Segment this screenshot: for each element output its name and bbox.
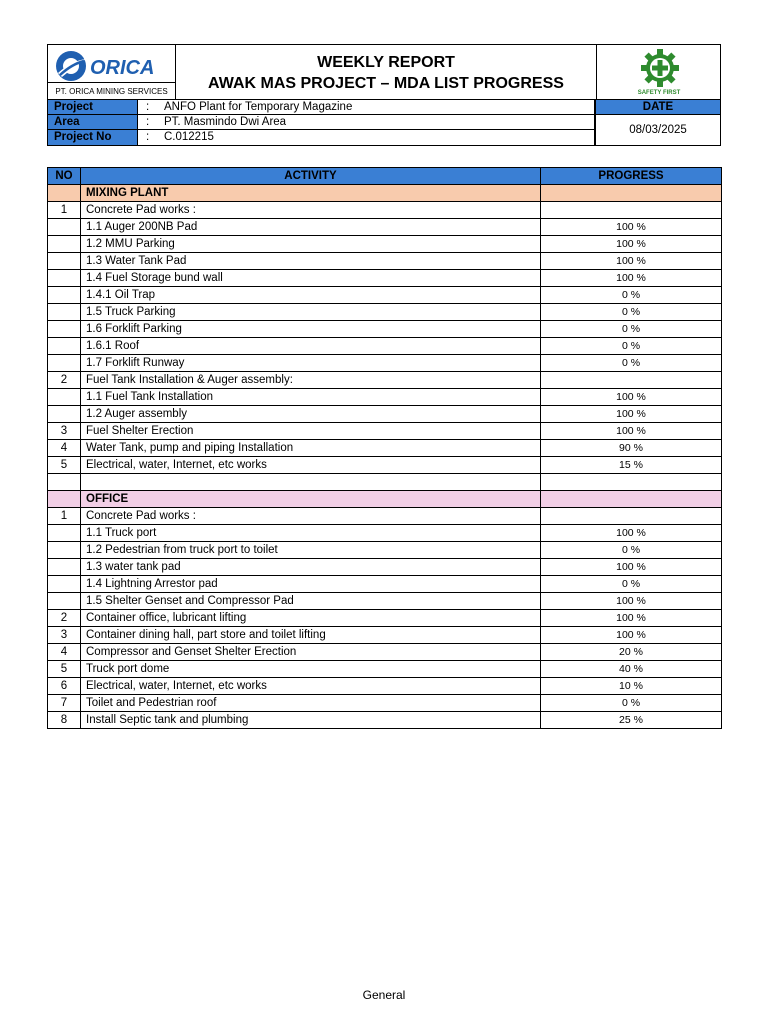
section-title: MIXING PLANT [81, 185, 541, 202]
table-row [48, 219, 722, 236]
row-no: 5 [48, 661, 81, 678]
row-no [48, 236, 81, 253]
row-activity: 1.1 Auger 200NB Pad [81, 219, 541, 236]
table-row [48, 389, 722, 406]
row-progress: 0 % [541, 576, 722, 593]
row-progress: 100 % [541, 236, 722, 253]
row-no: 5 [48, 457, 81, 474]
row-progress: 100 % [541, 559, 722, 576]
table-row [48, 236, 722, 253]
row-no [48, 321, 81, 338]
row-progress: 0 % [541, 304, 722, 321]
table-row [48, 644, 722, 661]
row-no: 2 [48, 372, 81, 389]
row-progress: 0 % [541, 542, 722, 559]
info-row-project [47, 100, 595, 115]
row-activity: Container office, lubricant lifting [81, 610, 541, 627]
row-progress [541, 372, 722, 389]
table-row [48, 559, 722, 576]
section-mixing-plant [48, 185, 722, 202]
row-no [48, 593, 81, 610]
table-row [48, 661, 722, 678]
row-no [48, 355, 81, 372]
row-progress: 100 % [541, 270, 722, 287]
row-progress: 100 % [541, 253, 722, 270]
row-progress: 0 % [541, 321, 722, 338]
header-top-row [47, 44, 721, 100]
table-row-empty [48, 474, 722, 491]
info-row-project-no [47, 130, 595, 146]
row-activity: 1.2 Pedestrian from truck port to toilet [81, 542, 541, 559]
table-row [48, 287, 722, 304]
row-progress: 20 % [541, 644, 722, 661]
row-activity: Fuel Shelter Erection [81, 423, 541, 440]
table-row [48, 712, 722, 729]
row-no: 8 [48, 712, 81, 729]
report-header [47, 44, 721, 146]
row-activity: 1.2 Auger assembly [81, 406, 541, 423]
row-no: 1 [48, 202, 81, 219]
table-row [48, 610, 722, 627]
row-progress: 0 % [541, 287, 722, 304]
table-row [48, 508, 722, 525]
row-progress: 100 % [541, 406, 722, 423]
row-no [48, 287, 81, 304]
date-label: DATE [595, 100, 721, 115]
row-activity: Truck port dome [81, 661, 541, 678]
footer-classification: General [362, 988, 406, 1002]
info-colon: : [146, 116, 150, 128]
company-name: PT. ORICA MINING SERVICES [48, 82, 175, 100]
row-activity: Compressor and Genset Shelter Erection [81, 644, 541, 661]
row-no: 3 [48, 627, 81, 644]
row-activity: 1.4.1 Oil Trap [81, 287, 541, 304]
row-no [48, 559, 81, 576]
info-label: Project [48, 100, 138, 114]
info-label: Area [48, 115, 138, 129]
row-progress: 0 % [541, 355, 722, 372]
table-row [48, 525, 722, 542]
logo-cell [48, 45, 176, 100]
info-value: C.012215 [164, 131, 214, 143]
row-activity: 1.4 Fuel Storage bund wall [81, 270, 541, 287]
table-row [48, 304, 722, 321]
row-no [48, 389, 81, 406]
row-activity [81, 474, 541, 491]
row-progress [541, 474, 722, 491]
row-progress: 100 % [541, 610, 722, 627]
table-row [48, 457, 722, 474]
row-progress [541, 202, 722, 219]
progress-table [47, 167, 722, 729]
header-activity: ACTIVITY [81, 168, 541, 185]
title-cell [176, 45, 596, 100]
table-row [48, 423, 722, 440]
row-activity: 1.3 Water Tank Pad [81, 253, 541, 270]
row-activity: Container dining hall, part store and toilet lifting [81, 627, 541, 644]
table-body [48, 185, 722, 729]
section-title: OFFICE [81, 491, 541, 508]
table-header-row [48, 168, 722, 185]
table-row [48, 253, 722, 270]
row-no [48, 576, 81, 593]
row-no [48, 542, 81, 559]
row-activity: 1.6 Forklift Parking [81, 321, 541, 338]
row-progress: 40 % [541, 661, 722, 678]
report-subtitle: AWAK MAS PROJECT – MDA LIST PROGRESS [208, 74, 564, 92]
safety-first-label: SAFETY FIRST [637, 90, 681, 96]
info-label: Project No [48, 130, 138, 145]
row-activity: 1.1 Fuel Tank Installation [81, 389, 541, 406]
header-progress: PROGRESS [541, 168, 722, 185]
row-activity: 1.3 water tank pad [81, 559, 541, 576]
row-no: 7 [48, 695, 81, 712]
row-progress: 100 % [541, 389, 722, 406]
row-no: 6 [48, 678, 81, 695]
row-progress: 100 % [541, 219, 722, 236]
table-row [48, 440, 722, 457]
row-no: 2 [48, 610, 81, 627]
row-no: 4 [48, 644, 81, 661]
table-row [48, 321, 722, 338]
row-progress: 90 % [541, 440, 722, 457]
row-activity: Fuel Tank Installation & Auger assembly: [81, 372, 541, 389]
row-no [48, 406, 81, 423]
row-progress: 100 % [541, 423, 722, 440]
row-no [48, 304, 81, 321]
table-row [48, 338, 722, 355]
row-progress: 0 % [541, 695, 722, 712]
info-value: ANFO Plant for Temporary Magazine [164, 101, 353, 113]
row-no: 3 [48, 423, 81, 440]
row-activity: 1.5 Shelter Genset and Compressor Pad [81, 593, 541, 610]
table-row [48, 695, 722, 712]
row-activity: Electrical, water, Internet, etc works [81, 457, 541, 474]
row-progress: 10 % [541, 678, 722, 695]
date-value: 08/03/2025 [595, 115, 721, 146]
row-no [48, 253, 81, 270]
row-activity: 1.5 Truck Parking [81, 304, 541, 321]
table-row [48, 678, 722, 695]
row-activity: 1.2 MMU Parking [81, 236, 541, 253]
info-colon: : [146, 131, 150, 143]
row-activity: Concrete Pad works : [81, 508, 541, 525]
table-row [48, 270, 722, 287]
table-row [48, 355, 722, 372]
project-info [47, 100, 721, 146]
row-activity: 1.1 Truck port [81, 525, 541, 542]
row-progress: 25 % [541, 712, 722, 729]
row-activity: 1.6.1 Roof [81, 338, 541, 355]
report-title: WEEKLY REPORT [317, 53, 455, 71]
safety-cell [596, 45, 721, 100]
row-no: 1 [48, 508, 81, 525]
orica-logo-icon [54, 49, 174, 83]
row-activity: Install Septic tank and plumbing [81, 712, 541, 729]
table-row [48, 627, 722, 644]
row-progress: 100 % [541, 627, 722, 644]
section-office [48, 491, 722, 508]
table-row [48, 406, 722, 423]
table-row [48, 593, 722, 610]
info-colon: : [146, 101, 150, 113]
row-no [48, 219, 81, 236]
row-no: 4 [48, 440, 81, 457]
row-progress: 15 % [541, 457, 722, 474]
info-row-area [47, 115, 595, 130]
table-row [48, 542, 722, 559]
row-no [48, 338, 81, 355]
row-no [48, 525, 81, 542]
info-value: PT. Masmindo Dwi Area [164, 116, 287, 128]
row-activity: Water Tank, pump and piping Installation [81, 440, 541, 457]
table-row [48, 372, 722, 389]
row-activity: Concrete Pad works : [81, 202, 541, 219]
table-row [48, 576, 722, 593]
row-activity: Toilet and Pedestrian roof [81, 695, 541, 712]
table-row [48, 202, 722, 219]
row-activity: Electrical, water, Internet, etc works [81, 678, 541, 695]
header-no: NO [48, 168, 81, 185]
row-no [48, 270, 81, 287]
row-progress: 100 % [541, 593, 722, 610]
row-progress: 0 % [541, 338, 722, 355]
row-no [48, 474, 81, 491]
safety-first-icon [640, 48, 680, 88]
row-progress [541, 508, 722, 525]
row-activity: 1.4 Lightning Arrestor pad [81, 576, 541, 593]
logo-wordmark: ORICA [90, 57, 155, 79]
row-progress: 100 % [541, 525, 722, 542]
row-activity: 1.7 Forklift Runway [81, 355, 541, 372]
